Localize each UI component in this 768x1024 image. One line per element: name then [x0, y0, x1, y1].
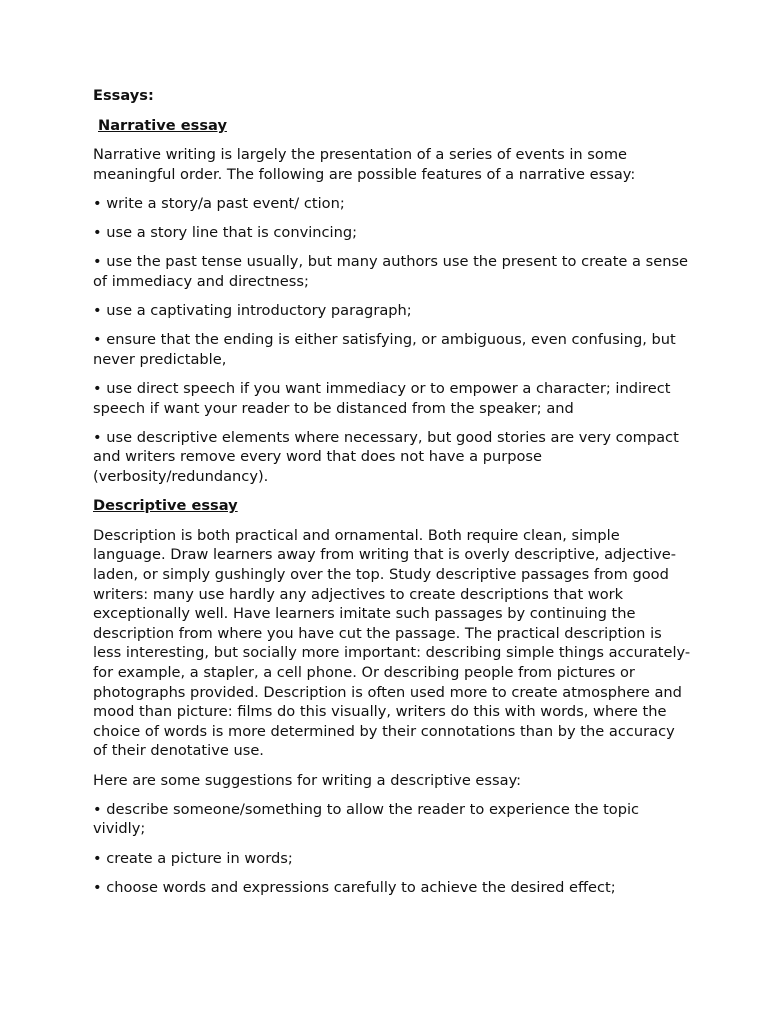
narrative-bullet: • write a story/a past event/ ction;	[93, 194, 345, 212]
descriptive-bullet: • choose words and expressions carefully to achieve the desired effect;	[93, 878, 616, 896]
narrative-bullet: • ensure that the ending is either satisfying, or ambiguous, even confusing, but never predictable,	[93, 331, 676, 368]
descriptive-bullet: • create a picture in words;	[93, 849, 293, 867]
narrative-bullet: • use direct speech if you want immediacy or to empower a character; indirect speech if want your reader to be distanced from the speaker; and	[93, 380, 671, 417]
narrative-bullet: • use a captivating introductory paragraph;	[93, 302, 412, 320]
narrative-bullet: • use descriptive elements where necessary, but good stories are very compact and writers remove every word that does not have a purpose (verbosity/redundancy).	[93, 428, 679, 486]
document-page	[93, 86, 693, 907]
narrative-bullet: • use a story line that is convincing;	[93, 224, 358, 242]
narrative-intro: Narrative writing is largely the presentation of a series of events in some meaningful order. The following are possible features of a narrative essay:	[93, 146, 636, 183]
descriptive-bullet: • describe someone/something to allow the reader to experience the topic vividly;	[93, 800, 640, 838]
narrative-bullet: • use the past tense usually, but many authors use the present to create a sense of immediacy and directness;	[93, 253, 689, 290]
document-title: Essays:	[93, 87, 154, 104]
section-heading-descriptive: Descriptive essay	[93, 497, 238, 515]
descriptive-intro: Here are some suggestions for writing a descriptive essay:	[93, 771, 522, 789]
descriptive-body: Description is both practical and ornamental. Both require clean, simple language. Draw learners away from writing that is overly descriptive, adjective-laden, or simply gushingly over the top. Study descriptive passages from good writers: many use hardly any adjectives to create descriptions that work exceptionally well. Have learners imitate such passages by continuing the description from where you have cut the passage. The practical description is less interesting, but socially more important: describing simple things accurately-for example, a stapler, a cell phone. Or describing people from pictures or photographs provided. Description is often used more to create atmosphere and mood than picture: films do this visually, writers do this with words, where the choice of words is more determined by their connotations than by the accuracy of their denotative use.	[93, 526, 691, 760]
section-heading-narrative: Narrative essay	[98, 116, 227, 134]
